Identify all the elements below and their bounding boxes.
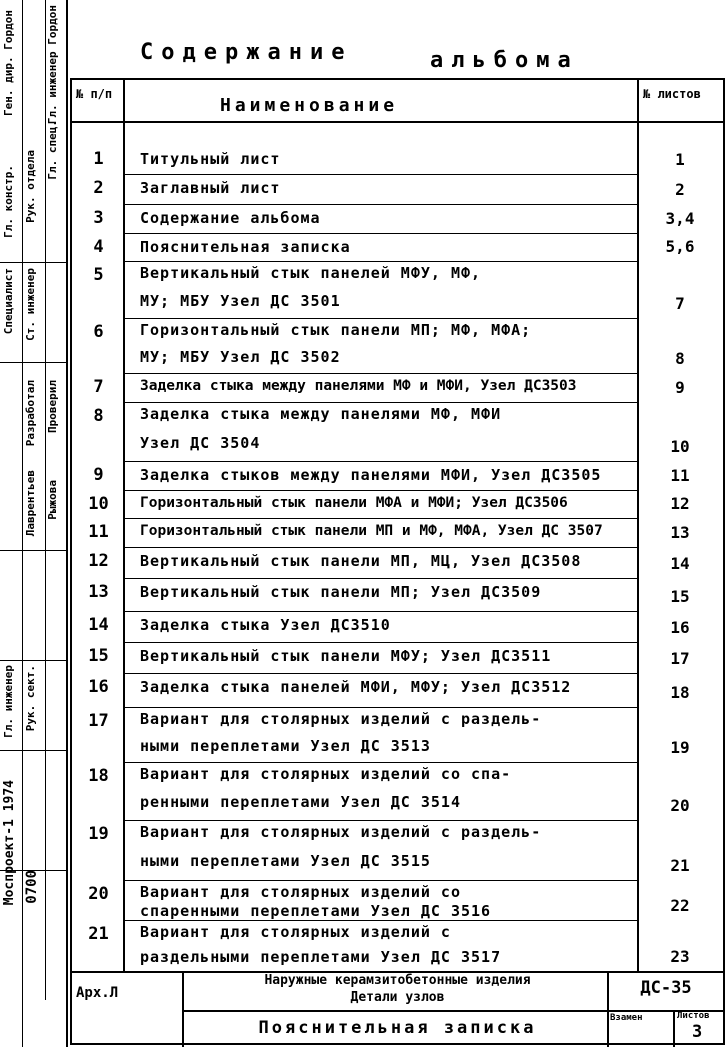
row-number: 6 <box>93 322 104 342</box>
titleblock-sheet-label2: Листов <box>677 1011 710 1021</box>
row-number: 19 <box>88 824 109 844</box>
row-name-line1: Вертикальный стык панели МП; Узел ДС3509 <box>140 583 542 601</box>
row-name-line1: Заделка стыка между панелями МФ и МФИ, Узел ДС3503 <box>140 378 577 394</box>
row-name-line1: Заделка стыка панелей МФИ, МФУ; Узел ДС3512 <box>140 678 572 696</box>
row-name-line1: Вариант для столярных изделий с раздель- <box>140 710 542 728</box>
row-sheet: 12 <box>670 494 690 513</box>
page-title-left: Содержание <box>140 40 353 65</box>
stamp-role-9: Проверил <box>46 380 59 433</box>
row-sheet: 17 <box>670 649 690 668</box>
row-name-line2: ренными переплетами Узел ДС 3514 <box>140 793 461 811</box>
row-number: 7 <box>93 377 104 397</box>
row-number: 17 <box>88 711 109 731</box>
row-number: 16 <box>88 677 109 697</box>
header-name: Наименование <box>220 95 399 116</box>
row-name-line1: Титульный лист <box>140 150 281 168</box>
row-sheet: 5,6 <box>665 237 695 256</box>
archive-label: Арх.Л <box>76 985 119 1001</box>
row-sheet: 13 <box>670 523 690 542</box>
row-sheet: 10 <box>670 437 690 456</box>
row-number: 4 <box>93 237 104 257</box>
row-name-line2: раздельными переплетами Узел ДС 3517 <box>140 948 502 966</box>
row-name-line1: Пояснительная записка <box>140 238 351 256</box>
stamp-code: 0700 <box>24 870 40 904</box>
row-number: 8 <box>93 406 104 426</box>
row-sheet: 14 <box>670 554 690 573</box>
row-sheet: 2 <box>675 180 685 199</box>
row-name-line1: Заделка стыка Узел ДС3510 <box>140 616 391 634</box>
titleblock-code: ДС-35 <box>640 978 692 998</box>
row-name-line1: Горизонтальный стык панели МФА и МФИ; Узел ДС3506 <box>140 495 568 511</box>
row-number: 3 <box>93 208 104 228</box>
row-name-line1: Вариант для столярных изделий со <box>140 883 461 901</box>
row-name-line1: Заделка стыка между панелями МФ, МФИ <box>140 405 502 423</box>
row-sheet: 18 <box>670 683 690 702</box>
row-name-line2: Узел ДС 3504 <box>140 434 261 452</box>
row-number: 13 <box>88 582 109 602</box>
titleblock-sheet-value: 3 <box>692 1022 703 1042</box>
page-title-right: альбома <box>430 48 579 73</box>
row-name-line1: Вертикальный стык панели МП, МЦ, Узел ДС3508 <box>140 552 582 570</box>
row-number: 12 <box>88 551 109 571</box>
stamp-role-6: Специалист <box>2 268 15 335</box>
stamp-role-4: Гл. констр. <box>2 165 15 238</box>
stamp-role-8: Разработал <box>24 380 37 447</box>
row-name-line1: Вертикальный стык панелей МФУ, МФ, <box>140 264 482 282</box>
row-name-line1: Вариант для столярных изделий с раздель- <box>140 823 542 841</box>
row-sheet: 23 <box>670 947 690 966</box>
row-name-line1: Вертикальный стык панели МФУ; Узел ДС3511 <box>140 647 552 665</box>
row-name-line1: Вариант для столярных изделий со спа- <box>140 765 512 783</box>
row-number: 15 <box>88 646 109 666</box>
stamp-name-11: Рыжова <box>46 480 59 520</box>
row-name-line1: Горизонтальный стык панели МП; МФ, МФА; <box>140 321 532 339</box>
row-sheet: 20 <box>670 796 690 815</box>
stamp-role-5: Гл. спец. <box>46 120 59 180</box>
row-name-line2: ными переплетами Узел ДС 3513 <box>140 737 431 755</box>
stamp-role-2: Гл. инженер Гордон <box>46 5 59 125</box>
stamp-role-1: Ген. дир. Гордон <box>2 10 15 116</box>
stamp-org: Моспроект-1 1974 <box>2 780 17 906</box>
row-sheet: 15 <box>670 587 690 606</box>
row-name-line1: Заделка стыков между панелями МФИ, Узел ДС3505 <box>140 466 602 484</box>
row-number: 21 <box>88 924 109 944</box>
row-sheet: 11 <box>670 466 690 485</box>
row-sheet: 9 <box>675 378 685 397</box>
header-num: № п/п <box>76 87 113 101</box>
row-name-line2: спаренными переплетами Узел ДС 3516 <box>140 902 492 920</box>
titleblock-desc2: Детали узлов <box>350 990 445 1005</box>
row-sheet: 21 <box>670 856 690 875</box>
titleblock-doc: Пояснительная записка <box>258 1018 537 1038</box>
row-sheet: 7 <box>675 294 685 313</box>
row-sheet: 16 <box>670 618 690 637</box>
row-name-line1: Вариант для столярных изделий с <box>140 923 451 941</box>
row-sheet: 19 <box>670 738 690 757</box>
row-sheet: 8 <box>675 349 685 368</box>
row-number: 5 <box>93 265 104 285</box>
row-number: 11 <box>88 522 109 542</box>
row-name-line1: Заглавный лист <box>140 179 281 197</box>
row-name-line1: Содержание альбома <box>140 209 321 227</box>
titleblock-desc1: Наружные керамзитобетонные изделия <box>264 973 531 988</box>
row-sheet: 1 <box>675 150 685 169</box>
row-number: 1 <box>93 149 104 169</box>
stamp-role-7: Ст. инженер <box>24 268 37 341</box>
row-number: 9 <box>93 465 104 485</box>
row-number: 2 <box>93 178 104 198</box>
header-sheets: № листов <box>643 87 701 101</box>
row-number: 18 <box>88 766 109 786</box>
row-name-line2: МУ; МБУ Узел ДС 3501 <box>140 292 341 310</box>
row-number: 14 <box>88 615 109 635</box>
row-name-line2: МУ; МБУ Узел ДС 3502 <box>140 348 341 366</box>
row-name-line1: Горизонтальный стык панели МП и МФ, МФА, Узел ДС 3507 <box>140 523 603 539</box>
stamp-name-10: Лаврентьев <box>24 470 37 537</box>
stamp-role-12: Гл. инженер <box>2 665 15 738</box>
stamp-role-13: Рук. сект. <box>24 665 37 732</box>
titleblock-sheet-label: Взамен <box>610 1013 643 1023</box>
row-sheet: 22 <box>670 896 690 915</box>
row-number: 20 <box>88 884 109 904</box>
row-number: 10 <box>88 494 109 514</box>
stamp-role-3: Рук. отдела <box>24 150 37 223</box>
row-sheet: 3,4 <box>665 209 695 228</box>
row-name-line2: ными переплетами Узел ДС 3515 <box>140 852 431 870</box>
side-stamp <box>0 0 68 1047</box>
